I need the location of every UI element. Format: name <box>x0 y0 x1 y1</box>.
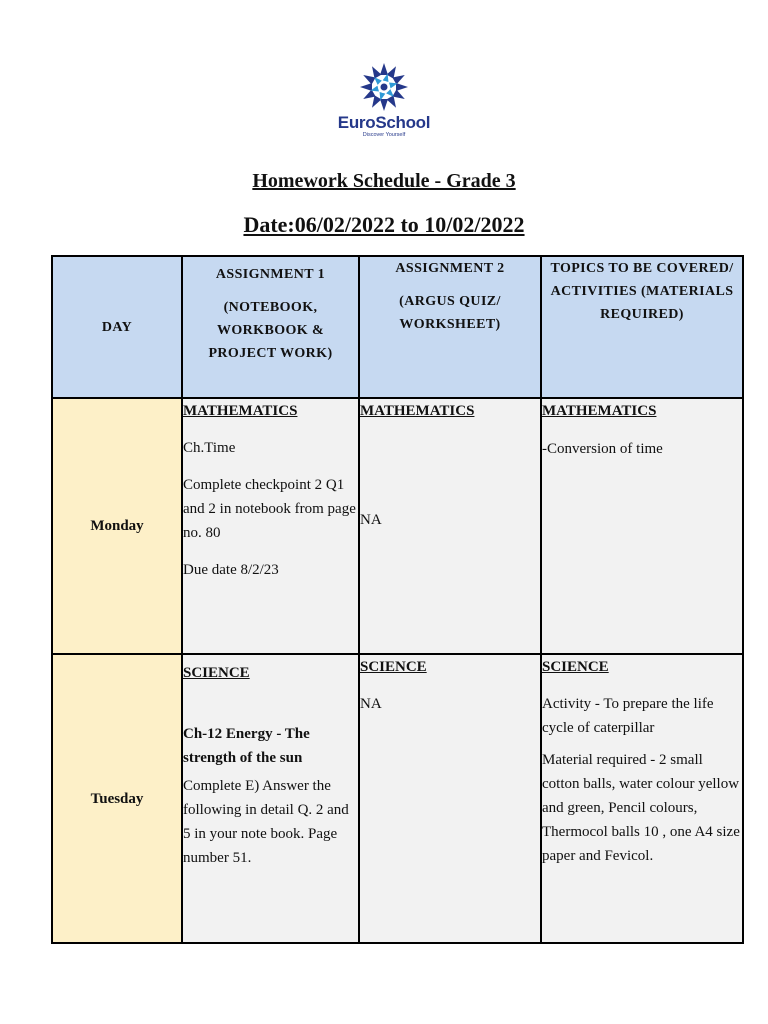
na-text: NA <box>360 696 382 712</box>
header-topics-label: TOPICS TO BE COVERED/ACTIVITIES (MATERIALS REQUIRED) <box>550 261 734 322</box>
header-a1-title: ASSIGNMENT 1 <box>215 267 326 282</box>
page-title: Homework Schedule - Grade 3 <box>252 170 516 192</box>
monday-assignment-1 <box>182 398 359 654</box>
subject-label: MATHEMATICS <box>183 403 298 419</box>
header-assignment-2 <box>359 256 541 398</box>
task-text: Complete checkpoint 2 Q1 and 2 in notebook from page no. 80 <box>183 477 356 541</box>
topic-text: -Conversion of time <box>542 441 663 457</box>
star-emblem-icon <box>359 62 409 112</box>
date-range: Date:06/02/2022 to 10/02/2022 <box>243 212 525 237</box>
header-topics <box>541 256 743 398</box>
header-a2-sub: (ARGUS QUIZ/ WORKSHEET) <box>399 294 501 332</box>
activity-text: Activity - To prepare the life cycle of caterpillar <box>542 696 714 736</box>
header-assignment-1 <box>182 256 359 398</box>
header-a1-sub: (NOTEBOOK, WORKBOOK & PROJECT WORK) <box>208 300 333 361</box>
tuesday-assignment-2 <box>359 654 541 943</box>
subject-label: SCIENCE <box>183 665 250 681</box>
logo-name: EuroSchool <box>337 113 431 132</box>
day-cell-monday <box>52 398 182 654</box>
homework-table <box>51 255 744 944</box>
monday-assignment-2 <box>359 398 541 654</box>
header-day <box>52 256 182 398</box>
materials-text: Material required - 2 small cotton balls, water colour yellow and green, Pencil colours, Thermocol balls 10 , one A4 size paper and Fevicol. <box>542 752 740 864</box>
subject-label: SCIENCE <box>360 659 427 675</box>
header-a2-title: ASSIGNMENT 2 <box>395 261 505 276</box>
logo-tagline: Discover Yourself <box>362 132 406 138</box>
monday-topics <box>541 398 743 654</box>
header-day-label: DAY <box>101 319 133 335</box>
day-cell-tuesday <box>52 654 182 943</box>
subject-label: MATHEMATICS <box>360 403 475 419</box>
chapter-text: Ch-12 Energy - The strength of the sun <box>183 726 310 766</box>
subject-label: MATHEMATICS <box>542 403 657 419</box>
day-label: Monday <box>90 518 144 534</box>
due-date-text: Due date 8/2/23 <box>183 562 279 578</box>
table-row-tuesday <box>52 654 743 943</box>
euroschool-logo <box>318 62 450 154</box>
tuesday-topics <box>541 654 743 943</box>
tuesday-assignment-1 <box>182 654 359 943</box>
task-text: Complete E) Answer the following in detail Q. 2 and 5 in your note book. Page number 51. <box>183 778 349 866</box>
na-text: NA <box>360 512 382 528</box>
subject-label: SCIENCE <box>542 659 609 675</box>
table-row-monday <box>52 398 743 654</box>
header-row <box>52 256 743 398</box>
chapter-text: Ch.Time <box>183 440 236 456</box>
day-label: Tuesday <box>90 790 144 807</box>
